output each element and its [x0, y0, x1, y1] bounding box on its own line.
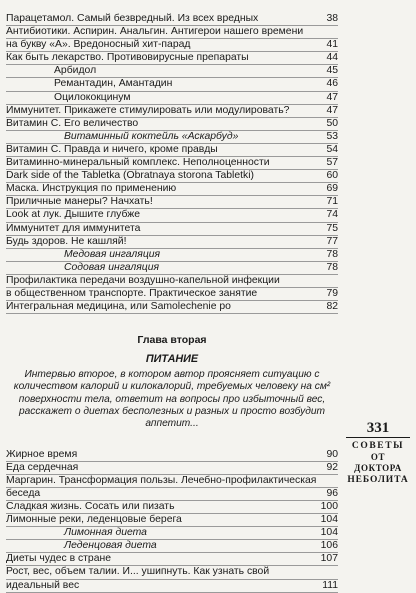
chapter-intro: Интервью второе, в котором автор проясняет ситуацию с количеством калорий и килокалорий, требуемых человеку на см² поверхности тела, ответит на вопросы про избыточный вес, расскажет о диетах бесполезных и разных и просто возбудит аппетит...	[13, 369, 331, 430]
toc-entry-page: 92	[326, 461, 338, 473]
toc-entry-page: 41	[326, 39, 338, 51]
toc-entry-page: 47	[326, 91, 338, 103]
toc-entry-title: Как быть лекарство. Противовирусные препараты	[6, 52, 249, 64]
toc-entry-title: Содовая ингаляция	[64, 261, 160, 273]
toc-entry	[6, 223, 338, 236]
toc-entry-title: Рост, вес, объем талии. И... ушипнуть. Как узнать свой	[6, 566, 270, 578]
toc-entry-title: Еда сердечная	[6, 461, 79, 473]
toc-entry	[6, 65, 338, 78]
toc-entry-title: Диеты чудес в стране	[6, 553, 112, 565]
toc-entry	[6, 78, 338, 91]
toc-entry	[6, 157, 338, 170]
toc-entry	[6, 131, 338, 144]
toc-entry-title: Парацетамол. Самый безвредный. Из всех вредных	[6, 13, 259, 24]
toc-entry-page: 77	[326, 235, 338, 247]
toc-entry-page: 54	[326, 143, 338, 155]
toc-entry-title: Look at лук. Дышите глубже	[6, 209, 141, 221]
toc-entry	[6, 301, 338, 314]
toc-entry-page: 75	[326, 222, 338, 234]
chapter-title: ПИТАНИЕ	[145, 353, 199, 366]
toc-entry-title: Жирное время	[6, 448, 78, 460]
toc-entry	[6, 118, 338, 131]
toc-entry	[6, 39, 338, 52]
toc-entry-title: Лимонные реки, леденцовые берега	[6, 514, 182, 526]
toc-entry-title: Леденцовая диета	[64, 540, 157, 552]
toc-entry	[6, 449, 338, 462]
toc-entry-title: Маска. Инструкция по применению	[6, 183, 177, 195]
toc-entry-page: 106	[320, 540, 338, 552]
toc-entry-title: Профилактика передачи воздушно-капельной инфекции	[6, 274, 280, 286]
toc-entry-page: 82	[326, 301, 338, 313]
toc-entry-title: Оцилококцинум	[54, 91, 131, 103]
toc-entry-page: 107	[320, 553, 338, 565]
toc-entry-title: Ремантадин, Амантадин	[54, 78, 173, 90]
toc-entry-title: идеальный вес	[6, 579, 80, 591]
toc-entry-title: Медовая ингаляция	[64, 248, 161, 260]
toc-entry-page: 79	[326, 287, 338, 299]
toc-entry	[6, 488, 338, 501]
toc-entry	[6, 262, 338, 275]
toc-entry	[6, 275, 338, 288]
toc-entry-page: 53	[326, 130, 338, 142]
toc-entry-page: 100	[320, 501, 338, 513]
toc-entry-page: 47	[326, 104, 338, 116]
toc-entry-title: Сладкая жизнь. Сосать или пизать	[6, 501, 175, 513]
toc-part-1	[6, 13, 338, 314]
series-title-line1: СОВЕТЫ	[351, 441, 405, 451]
toc-entry	[6, 462, 338, 475]
toc-entry	[6, 13, 338, 26]
book-sidebar	[346, 420, 410, 486]
toc-entry	[6, 105, 338, 118]
toc-entry-page: 57	[326, 157, 338, 169]
toc-entry-title: Интегральная медицина, или Samolechenie po	[6, 301, 231, 313]
toc-entry-title: Иммунитет для иммунитета	[6, 222, 141, 234]
toc-entry	[6, 144, 338, 157]
toc-part-2	[6, 449, 338, 593]
page-number: 331	[346, 420, 410, 438]
series-title-line2: ОТ ДОКТОРА	[354, 452, 402, 473]
toc-entry	[6, 236, 338, 249]
toc-entry-page: 45	[326, 65, 338, 77]
toc-entry-page: 71	[326, 196, 338, 208]
toc-entry	[6, 566, 338, 579]
toc-entry-page: 60	[326, 170, 338, 182]
toc-entry	[6, 475, 338, 488]
toc-entry-title: Витамин С. Правда и ничего, кроме правды	[6, 143, 218, 155]
toc-entry	[6, 249, 338, 262]
chapter-label: Глава вторая	[137, 334, 207, 347]
toc-entry-page: 104	[320, 527, 338, 539]
toc-entry-page: 78	[326, 261, 338, 273]
toc-entry-page: 74	[326, 209, 338, 221]
toc-entry-title: Витаминно-минеральный комплекс. Неполноценности	[6, 157, 270, 169]
toc-entry-page: 44	[326, 52, 338, 64]
toc-entry	[6, 92, 338, 105]
toc-entry-page: 38	[326, 13, 338, 24]
toc-entry	[6, 52, 338, 65]
toc-entry-title: Приличные манеры? Начхать!	[6, 196, 153, 208]
toc-entry-title: Будь здоров. Не кашляй!	[6, 235, 127, 247]
toc-entry-title: Dark side of the Tabletka (Obratnaya storona Tabletki)	[6, 170, 254, 182]
toc-entry	[6, 183, 338, 196]
toc-entry	[6, 540, 338, 553]
toc-entry	[6, 501, 338, 514]
toc-entry	[6, 553, 338, 566]
toc-entry	[6, 527, 338, 540]
toc-entry-title: в общественном транспорте. Практическое занятие	[6, 287, 258, 299]
toc-entry-title: беседа	[6, 487, 41, 499]
toc-entry-page: 69	[326, 183, 338, 195]
toc-entry-page: 111	[322, 579, 338, 591]
toc-entry	[6, 580, 338, 593]
toc-entry-title: Арбидол	[54, 65, 97, 77]
toc-entry-page: 90	[326, 448, 338, 460]
toc-entry-title: Иммунитет. Прикажете стимулировать или модулировать?	[6, 104, 290, 116]
series-title-line3: НЕБОЛИТА	[347, 475, 409, 485]
toc-entry-page: 50	[326, 117, 338, 129]
toc-entry-title: Витамин С. Его величество	[6, 117, 139, 129]
toc-entry-page: 104	[320, 514, 338, 526]
toc-entry-title: Витаминный коктейль «Аскарбуд»	[64, 130, 239, 142]
toc-entry-page: 96	[326, 487, 338, 499]
toc-entry	[6, 26, 338, 39]
toc-entry-title: на букву «А». Вредоносный хит-парад	[6, 39, 191, 51]
toc-entry-title: Лимонная диета	[64, 527, 147, 539]
toc-entry	[6, 514, 338, 527]
toc-entry-page: 78	[326, 248, 338, 260]
toc-entry-page: 46	[326, 78, 338, 90]
toc-entry	[6, 209, 338, 222]
toc-page	[6, 13, 338, 593]
toc-entry-title: Маргарин. Трансформация пользы. Лечебно-профилактическая	[6, 474, 317, 486]
toc-entry	[6, 196, 338, 209]
toc-entry	[6, 170, 338, 183]
toc-entry	[6, 288, 338, 301]
toc-entry-title: Антибиотики. Аспирин. Анальгин. Антигерои нашего времени	[6, 26, 304, 38]
